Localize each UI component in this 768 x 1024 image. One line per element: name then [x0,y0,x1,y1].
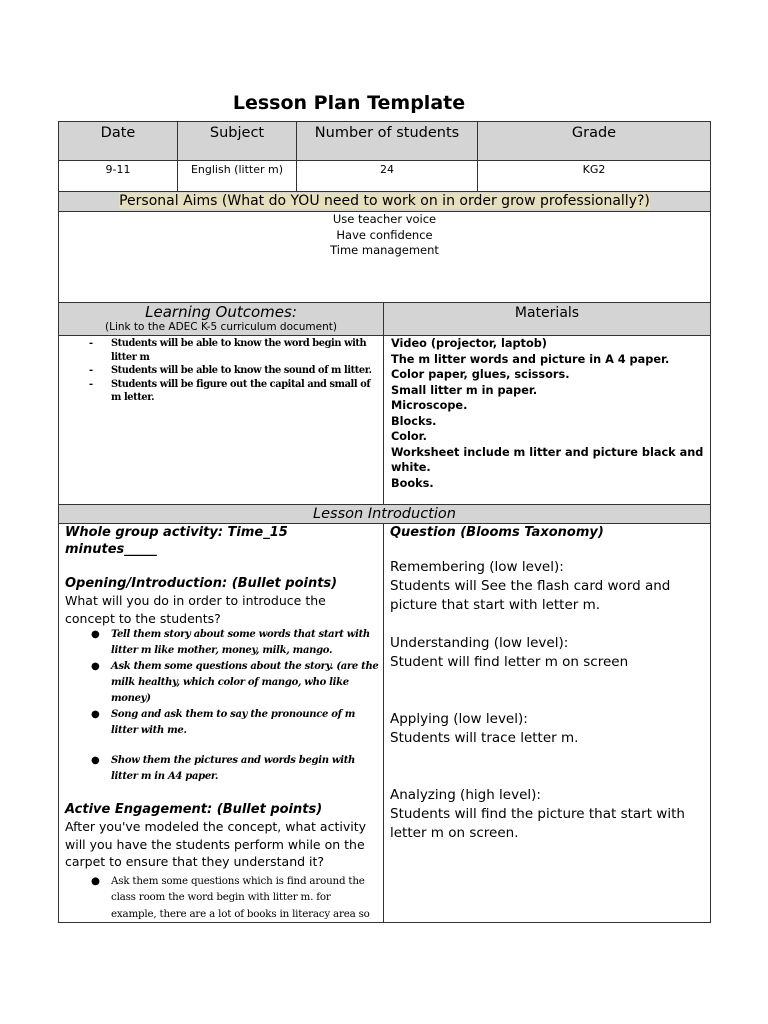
grade-value: KG2 [478,161,711,192]
aim-item: Use teacher voice [332,212,437,226]
list-item: - Students will be figure out the capital and small of m letter. [89,378,371,403]
header-row [59,122,711,161]
list-item: ● Song and ask them to say the pronounce of m litter with me. [91,709,356,736]
values-row [59,161,711,192]
list-item: Blocks. [391,414,437,428]
question-block: Analyzing (high level): Students will find the picture that start with letter m on screen. [390,787,685,841]
question-block: Remembering (low level): Students will See the flash card word and picture that start with letter m. [390,559,671,613]
list-item: Worksheet include m litter and picture black and white. [391,445,704,474]
learning-outcomes-heading: Learning Outcomes: [145,303,297,321]
active-engagement-bullets [65,873,379,923]
list-item: - Students will be able to know the sound of m litter. [89,365,372,376]
active-engagement-prompt: After you've modeled the concept, what activity will you have the students perform while on the carpet to ensure that they understand it? [65,819,367,869]
list-item: Small litter m in paper. [391,383,538,397]
question-block: Applying (low level): Students will trace letter m. [390,711,579,746]
date-value: 9-11 [59,161,178,192]
list-item: Video (projector, laptob) [391,337,547,350]
materials-heading: Materials [514,305,580,321]
list-item: ● Show them the pictures and words begin with litter m in A4 paper. [91,755,355,782]
learning-outcomes-subheading: (Link to the ADEC K-5 curriculum document) [105,321,337,333]
list-item: The m litter words and picture in A 4 paper. [391,352,670,366]
lesson-plan-table [58,121,711,923]
subject-header: Subject [178,122,297,161]
students-header: Number of students [297,122,478,161]
opening-bullets [65,627,379,785]
list-item: Books. [391,476,434,490]
personal-aims-heading: Personal Aims (What do YOU need to work on in order grow professionally?) [119,193,650,209]
lesson-intro-body-row [59,524,711,923]
whole-group-label: Whole group activity: Time_15 minutes_____ [65,525,288,557]
lesson-intro-heading: Lesson Introduction [59,505,711,524]
aim-item: Have confidence [336,227,433,242]
list-item: Color. [391,430,427,443]
list-item: ● Ask them some questions about the story. (are the milk healthy, which color of mango, who like money) [91,661,379,704]
list-item: ● Tell them story about some words that start with litter m like mother, money, milk, mango. [91,629,370,656]
questions-heading: Question (Blooms Taxonomy) [390,525,604,540]
list-item: Microscope. [391,399,468,412]
aim-item: Time management [330,243,439,257]
grade-header: Grade [478,122,711,161]
lesson-intro-heading-row [59,505,711,524]
outcomes-body-row [59,336,711,505]
date-header: Date [59,122,178,161]
list-item: ● Ask them some questions which is find around the class room the word begin with litter m. for example, there are a lot of books in literacy area so [91,874,370,920]
question-block: Understanding (low level): Student will find letter m on screen [390,635,629,670]
opening-label: Opening/Introduction: (Bullet points) [65,576,338,591]
personal-aims-body-row [59,212,711,303]
opening-prompt: What will you do in order to introduce the concept to the students? [65,593,326,626]
page-title: Lesson Plan Template [232,92,466,114]
outcomes-heading-row [59,303,711,336]
list-item: - Students will be able to know the word begin with litter m [89,338,367,363]
materials-list [391,336,706,491]
learning-outcomes-list [63,337,379,405]
list-item: Color paper, glues, scissors. [391,368,570,381]
students-value: 24 [297,161,478,192]
active-engagement-label: Active Engagement: (Bullet points) [65,802,323,817]
personal-aims-heading-row [59,192,711,212]
subject-value: English (litter m) [178,161,297,192]
